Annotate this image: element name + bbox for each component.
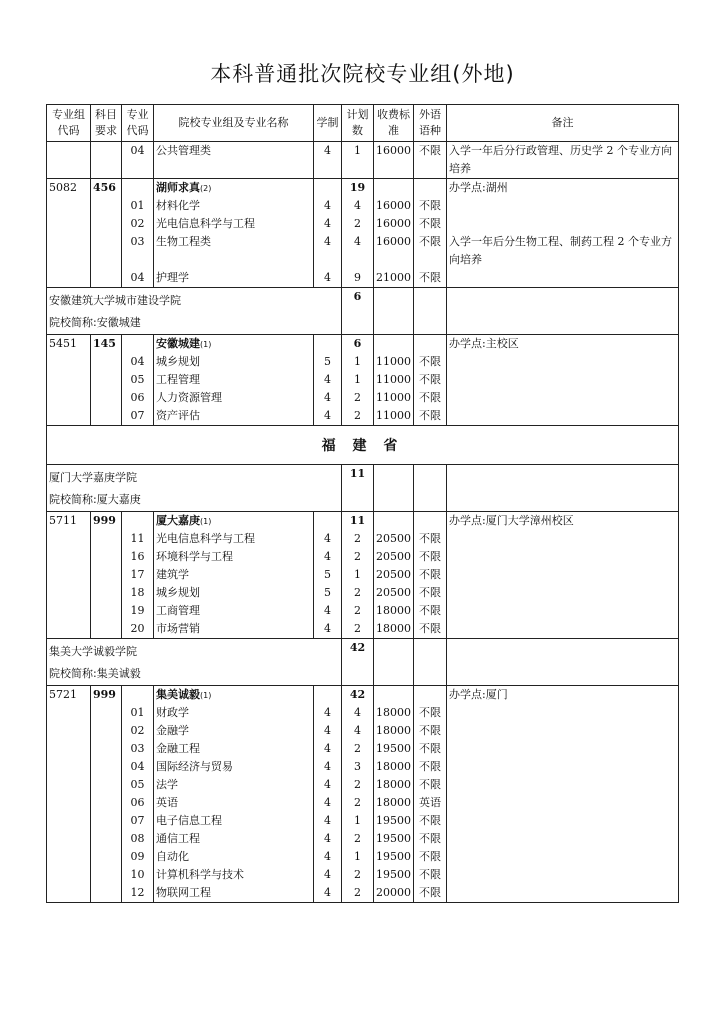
lang: 不限 (419, 373, 441, 386)
fee: 20500 (376, 568, 411, 581)
remark: 办学点:主校区 (449, 337, 519, 350)
major-name: 物联网工程 (156, 886, 211, 899)
lang: 不限 (419, 391, 441, 404)
fee: 18000 (376, 622, 411, 635)
fee: 18000 (376, 706, 411, 719)
major-code: 16 (130, 550, 145, 563)
major-code: 11 (130, 532, 145, 545)
lang: 不限 (419, 217, 441, 230)
remark: 办学点:厦门 (449, 688, 508, 701)
plan: 1 (354, 355, 361, 368)
lang: 不限 (419, 814, 441, 827)
enrollment-table (46, 104, 679, 903)
group-name: 湖师求真 (156, 181, 200, 194)
group-suffix: (2) (200, 184, 212, 193)
major-name: 护理学 (156, 271, 189, 284)
province-row (47, 426, 679, 465)
lang: 不限 (419, 760, 441, 773)
major-name: 英语 (156, 796, 178, 809)
years: 4 (324, 778, 331, 791)
major-name: 材料化学 (156, 199, 200, 212)
major-code: 02 (130, 217, 145, 230)
header-subject-req: 科目要求 (91, 105, 122, 142)
major-name: 建筑学 (156, 568, 189, 581)
major-name: 工程管理 (156, 373, 200, 386)
years: 4 (324, 814, 331, 827)
header-years: 学制 (314, 105, 342, 142)
header-remark: 备注 (447, 105, 679, 142)
years: 4 (314, 142, 342, 179)
group-plan: 6 (353, 337, 362, 350)
plan: 1 (354, 373, 361, 386)
years: 4 (324, 832, 331, 845)
years: 4 (324, 796, 331, 809)
plan: 2 (354, 778, 361, 791)
header-group-code: 专业组代码 (47, 105, 91, 142)
lang: 不限 (419, 604, 441, 617)
major-code: 17 (130, 568, 145, 581)
years: 4 (324, 742, 331, 755)
major-name: 城乡规划 (156, 355, 200, 368)
years: 4 (324, 409, 331, 422)
major-code: 09 (130, 850, 145, 863)
lang: 不限 (419, 778, 441, 791)
major-name: 通信工程 (156, 832, 200, 845)
fee: 20500 (376, 532, 411, 545)
subject-req: 999 (91, 686, 122, 903)
lang: 不限 (419, 622, 441, 635)
school-short: 院校简称:集美诚毅 (49, 667, 141, 680)
plan: 4 (354, 706, 361, 719)
school-plan: 42 (342, 639, 374, 686)
major-name: 环境科学与工程 (156, 550, 233, 563)
group-name: 安徽城建 (156, 337, 200, 350)
group-plan: 19 (349, 181, 366, 194)
lang: 不限 (419, 706, 441, 719)
fee: 20500 (376, 586, 411, 599)
years: 5 (324, 568, 331, 581)
fee: 11000 (376, 373, 411, 386)
years: 4 (324, 724, 331, 737)
remark: 办学点:湖州 (449, 181, 508, 194)
group-suffix: (1) (200, 691, 212, 700)
major-code: 03 (130, 742, 145, 755)
plan: 2 (354, 391, 361, 404)
years: 4 (324, 391, 331, 404)
remark: 办学点:厦门大学漳州校区 (449, 514, 574, 527)
major-name: 财政学 (156, 706, 189, 719)
major-name: 城乡规划 (156, 586, 200, 599)
major-code: 05 (130, 373, 145, 386)
major-name: 计算机科学与技术 (156, 868, 244, 881)
fee: 18000 (376, 778, 411, 791)
school-row (47, 465, 679, 512)
school-plan: 11 (342, 465, 374, 512)
major-code: 04 (130, 271, 145, 284)
plan: 2 (354, 796, 361, 809)
header-fee: 收费标准 (374, 105, 414, 142)
years: 4 (324, 550, 331, 563)
plan: 3 (354, 760, 361, 773)
school-row (47, 639, 679, 686)
lang: 不限 (419, 742, 441, 755)
major-name: 市场营销 (156, 622, 200, 635)
years: 4 (324, 373, 331, 386)
subject-req: 456 (91, 179, 122, 288)
fee: 11000 (376, 409, 411, 422)
plan: 2 (354, 742, 361, 755)
fee: 21000 (376, 271, 411, 284)
lang: 不限 (419, 886, 441, 899)
fee: 19500 (376, 868, 411, 881)
plan: 2 (354, 409, 361, 422)
lang: 不限 (419, 724, 441, 737)
major-name: 工商管理 (156, 604, 200, 617)
major-code: 02 (130, 724, 145, 737)
lang: 不限 (419, 409, 441, 422)
major-code: 07 (130, 409, 145, 422)
major-name: 金融工程 (156, 742, 200, 755)
school-name: 厦门大学嘉庚学院 (49, 471, 137, 484)
subject-req: 145 (91, 335, 122, 426)
years: 4 (324, 850, 331, 863)
lang: 不限 (419, 832, 441, 845)
years: 4 (324, 760, 331, 773)
major-code: 06 (130, 391, 145, 404)
group-name: 厦大嘉庚 (156, 514, 200, 527)
lang: 不限 (419, 550, 441, 563)
group-code: 5451 (47, 335, 91, 426)
plan: 9 (354, 271, 361, 284)
plan: 2 (354, 868, 361, 881)
major-code: 04 (130, 760, 145, 773)
plan: 4 (354, 199, 361, 212)
remark: 入学一年后分行政管理、历史学 2 个专业方向培养 (447, 142, 679, 179)
fee: 19500 (376, 850, 411, 863)
major-name: 自动化 (156, 850, 189, 863)
plan: 2 (354, 604, 361, 617)
lang: 不限 (419, 868, 441, 881)
major-code: 01 (130, 706, 145, 719)
major-name: 光电信息科学与工程 (156, 217, 255, 230)
major-name: 国际经济与贸易 (156, 760, 233, 773)
fee: 11000 (376, 355, 411, 368)
major-code: 01 (130, 199, 145, 212)
group-plan: 11 (349, 514, 366, 527)
plan: 4 (354, 235, 361, 248)
group-5082 (47, 179, 679, 288)
major-name: 生物工程类 (156, 235, 211, 248)
plan: 2 (354, 886, 361, 899)
major-name: 金融学 (156, 724, 189, 737)
lang: 不限 (419, 355, 441, 368)
fee: 20000 (376, 886, 411, 899)
group-plan: 42 (349, 688, 366, 701)
lang: 不限 (419, 235, 441, 248)
major-name: 光电信息科学与工程 (156, 532, 255, 545)
group-code: 5711 (47, 512, 91, 639)
plan: 2 (354, 832, 361, 845)
school-name: 集美大学诚毅学院 (49, 645, 137, 658)
plan: 1 (342, 142, 374, 179)
major-name: 电子信息工程 (156, 814, 222, 827)
years: 4 (324, 235, 331, 248)
major-code: 19 (130, 604, 145, 617)
major-name: 人力资源管理 (156, 391, 222, 404)
fee: 16000 (376, 199, 411, 212)
years: 4 (324, 622, 331, 635)
lang: 不限 (419, 850, 441, 863)
major-code: 04 (122, 142, 154, 179)
lang: 英语 (419, 796, 441, 809)
years: 4 (324, 271, 331, 284)
school-short: 院校简称:安徽城建 (49, 316, 141, 329)
school-short: 院校简称:厦大嘉庚 (49, 493, 141, 506)
major-code: 08 (130, 832, 145, 845)
fee: 20500 (376, 550, 411, 563)
major-code: 18 (130, 586, 145, 599)
years: 4 (324, 199, 331, 212)
major-code: 06 (130, 796, 145, 809)
years: 4 (324, 886, 331, 899)
fee: 19500 (376, 832, 411, 845)
school-row (47, 288, 679, 335)
lang: 不限 (419, 568, 441, 581)
years: 5 (324, 355, 331, 368)
header-lang: 外语语种 (414, 105, 447, 142)
fee: 18000 (376, 760, 411, 773)
lang: 不限 (419, 532, 441, 545)
years: 5 (324, 586, 331, 599)
major-code: 20 (130, 622, 145, 635)
header-plan: 计划数 (342, 105, 374, 142)
major-code: 07 (130, 814, 145, 827)
major-name: 法学 (156, 778, 178, 791)
school-plan: 6 (342, 288, 374, 335)
subject-req: 999 (91, 512, 122, 639)
fee: 19500 (376, 742, 411, 755)
lang: 不限 (414, 142, 447, 179)
group-suffix: (1) (200, 340, 212, 349)
plan: 2 (354, 532, 361, 545)
years: 4 (324, 604, 331, 617)
group-code: 5082 (47, 179, 91, 288)
plan: 2 (354, 622, 361, 635)
major-code: 12 (130, 886, 145, 899)
lang: 不限 (419, 199, 441, 212)
plan: 1 (354, 568, 361, 581)
plan: 1 (354, 814, 361, 827)
fee: 16000 (374, 142, 414, 179)
fee: 18000 (376, 796, 411, 809)
lang: 不限 (419, 271, 441, 284)
fee: 11000 (376, 391, 411, 404)
group-suffix: (1) (200, 517, 212, 526)
major-code: 04 (130, 355, 145, 368)
major-code: 05 (130, 778, 145, 791)
major-code: 03 (130, 235, 145, 248)
years: 4 (324, 868, 331, 881)
province-heading: 福 建 省 (47, 426, 679, 465)
major-name: 公共管理类 (154, 142, 314, 179)
group-5721 (47, 686, 679, 903)
page-title: 本科普通批次院校专业组(外地) (210, 62, 515, 86)
fee: 19500 (376, 814, 411, 827)
lang: 不限 (419, 586, 441, 599)
years: 4 (324, 532, 331, 545)
table-header-row (47, 105, 679, 142)
plan: 2 (354, 217, 361, 230)
fee: 16000 (376, 217, 411, 230)
plan: 2 (354, 586, 361, 599)
header-major-code: 专业代码 (122, 105, 154, 142)
header-name: 院校专业组及专业名称 (154, 105, 314, 142)
fee: 18000 (376, 604, 411, 617)
major-name: 资产评估 (156, 409, 200, 422)
major-code: 10 (130, 868, 145, 881)
plan: 1 (354, 850, 361, 863)
plan: 2 (354, 550, 361, 563)
years: 4 (324, 217, 331, 230)
years: 4 (324, 706, 331, 719)
fee: 16000 (376, 235, 411, 248)
remark: 入学一年后分生物工程、制药工程 2 个专业方向培养 (449, 235, 672, 266)
school-name: 安徽建筑大学城市建设学院 (49, 294, 181, 307)
fee: 18000 (376, 724, 411, 737)
group-code: 5721 (47, 686, 91, 903)
table-row (47, 142, 679, 179)
group-5711 (47, 512, 679, 639)
group-name: 集美诚毅 (156, 688, 200, 701)
plan: 4 (354, 724, 361, 737)
group-5451 (47, 335, 679, 426)
